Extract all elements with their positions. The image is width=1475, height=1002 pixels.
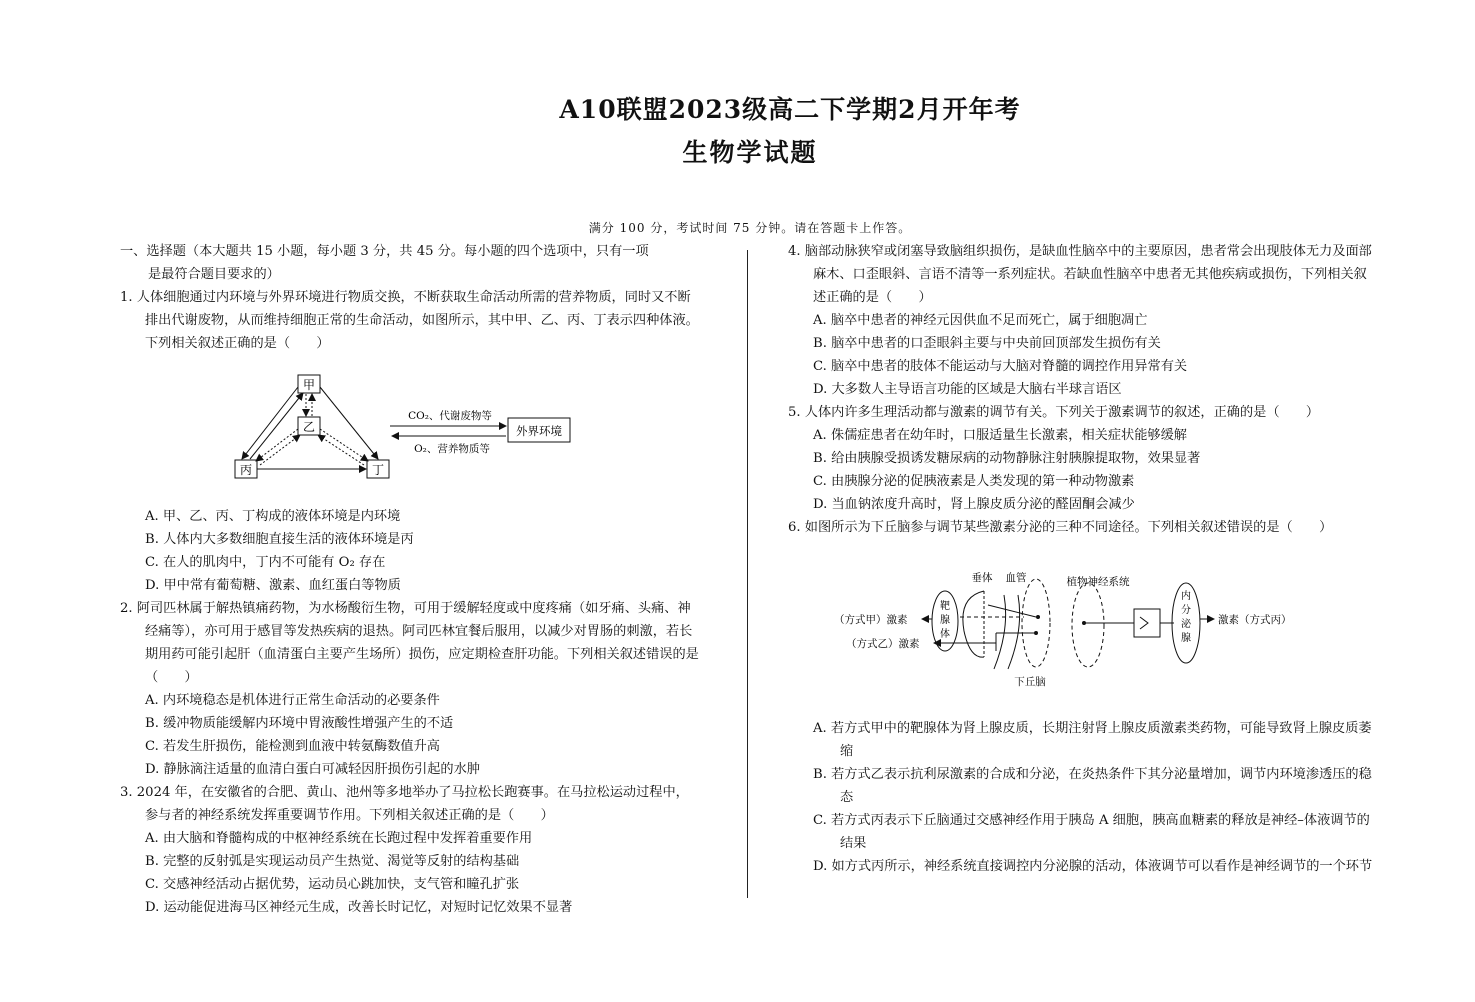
q6-option-d: D. 如方式丙所示，神经系统直接调控内分泌腺的活动，体液调节可以看作是神经调节的一个环节 — [813, 859, 1373, 874]
question-1-stem: 1. 人体细胞通过内环境与外界环境进行物质交换，不断获取生命活动所需的营养物质，同时又不断排出代谢废物，从而维持细胞正常的生命活动，如图所示，其中甲、乙、丙、丁表示四种体液。下列相关叙述正确的是（ ） — [120, 290, 699, 351]
label-in: O₂、营养物质等 — [414, 443, 490, 455]
q2-option-c: C. 若发生肝损伤，能检测到血液中转氨酶数值升高 — [145, 739, 440, 754]
label-external: 外界环境 — [516, 424, 562, 438]
q3-option-d: D. 运动能促进海马区神经元生成，改善长时记忆，对短时记忆效果不显著 — [145, 900, 573, 915]
column-divider — [747, 250, 748, 898]
q4-option-c: C. 脑卒中患者的肢体不能运动与大脑对脊髓的调控作用异常有关 — [813, 359, 1188, 374]
q5-option-d: D. 当血钠浓度升高时，肾上腺皮质分泌的醛固酮会减少 — [813, 497, 1135, 512]
label-target-gland-3: 体 — [940, 629, 950, 640]
label-endocrine-4: 腺 — [1181, 633, 1191, 644]
q3-option-a: A. 由大脑和脊髓构成的中枢神经系统在长跑过程中发挥着重要作用 — [145, 831, 533, 846]
q5-option-c: C. 由胰腺分泌的促胰液素是人类发现的第一种动物激素 — [813, 474, 1135, 489]
label-bing: 丙 — [239, 463, 253, 477]
hypothalamus-diagram — [788, 539, 1376, 717]
label-plant-nerve: 植物神经系统 — [1066, 576, 1130, 588]
question-4-stem: 4. 脑部动脉狭窄或闭塞导致脑组织损伤，是缺血性脑卒中的主要原因，患者常会出现肢体无力及面部麻木、口歪眼斜、言语不清等一系列症状。若缺血性脑卒中患者无其他疾病或损伤，下列相关叙述正确的是（ ） — [788, 244, 1372, 305]
label-ding: 丁 — [371, 463, 385, 477]
q2-option-d: D. 静脉滴注适量的血清白蛋白可减轻因肝损伤引起的水肿 — [145, 762, 480, 777]
left-column — [120, 240, 700, 919]
question-5-stem: 5. 人体内许多生理活动都与激素的调节有关。下列关于激素调节的叙述，正确的是（ ） — [788, 405, 1320, 420]
label-mode-jia: （方式甲）激素 — [834, 614, 908, 626]
label-endocrine-2: 分 — [1181, 605, 1191, 616]
section-heading: 一、选择题（本大题共 15 小题，每小题 3 分，共 45 分。每小题的四个选项中，只有一项 是最符合题目要求的） — [120, 244, 649, 282]
figure-body-fluids — [120, 355, 700, 505]
question-6-stem: 6. 如图所示为下丘脑参与调节某些激素分泌的三种不同途径。下列相关叙述错误的是（ ） — [788, 520, 1333, 535]
q1-option-a: A. 甲、乙、丙、丁构成的液体环境是内环境 — [145, 509, 401, 524]
q4-option-a: A. 脑卒中患者的神经元因供血不足而死亡，属于细胞凋亡 — [813, 313, 1148, 328]
label-endocrine-1: 内 — [1181, 591, 1191, 602]
figure-hypothalamus — [788, 539, 1376, 717]
body-fluid-diagram — [120, 355, 700, 505]
q6-option-b: B. 若方式乙表示抗利尿激素的合成和分泌，在炎热条件下其分泌量增加，调节内环境渗透压的稳态 — [813, 767, 1372, 805]
label-target-gland-1: 靶 — [940, 601, 950, 612]
q5-option-b: B. 给由胰腺受损诱发糖尿病的动物静脉注射胰腺提取物，效果显著 — [813, 451, 1201, 466]
exam-instructions: 满分 100 分，考试时间 75 分钟。请在答题卡上作答。 — [588, 221, 912, 235]
label-mode-yi: （方式乙）激素 — [846, 638, 920, 650]
label-target-gland-2: 腺 — [940, 615, 950, 626]
label-vessel: 血管 — [1005, 572, 1027, 584]
label-mode-bing: 激素（方式丙） — [1218, 614, 1292, 626]
label-pituitary: 垂体 — [971, 572, 993, 584]
q4-option-d: D. 大多数人主导语言功能的区域是大脑右半球言语区 — [813, 382, 1122, 397]
q1-option-c: C. 在人的肌肉中，丁内不可能有 O₂ 存在 — [145, 555, 386, 570]
q3-option-b: B. 完整的反射弧是实现运动员产生热觉、渴觉等反射的结构基础 — [145, 854, 520, 869]
q1-option-d: D. 甲中常有葡萄糖、激素、血红蛋白等物质 — [145, 578, 401, 593]
q4-option-b: B. 脑卒中患者的口歪眼斜主要与中央前回顶部发生损伤有关 — [813, 336, 1161, 351]
label-out: CO₂、代谢废物等 — [408, 410, 492, 422]
question-2-stem: 2. 阿司匹林属于解热镇痛药物，为水杨酸衍生物，可用于缓解轻度或中度疼痛（如牙痛、头痛、神经痛等），亦可用于感冒等发热疾病的退热。阿司匹林宜餐后服用，以减少对胃肠的刺激，若长期用药可能引起肝（血清蛋白主要产生场所）损伤，应定期检查肝功能。下列相关叙述错误的是（ ） — [120, 601, 699, 685]
q5-option-a: A. 侏儒症患者在幼年时，口服适量生长激素，相关症状能够缓解 — [813, 428, 1187, 443]
subject-title: 生物学试题 — [682, 138, 818, 167]
right-column — [788, 240, 1376, 878]
q6-option-c: C. 若方式丙表示下丘脑通过交感神经作用于胰岛 A 细胞，胰高血糖素的释放是神经–体液调节的结果 — [813, 813, 1370, 851]
label-hypothalamus: 下丘脑 — [1014, 676, 1046, 688]
label-jia: 甲 — [302, 378, 316, 392]
label-endocrine-3: 泌 — [1181, 619, 1191, 630]
q1-option-b: B. 人体内大多数细胞直接生活的液体环境是丙 — [145, 532, 414, 547]
label-yi: 乙 — [302, 420, 316, 434]
q6-option-a: A. 若方式甲中的靶腺体为肾上腺皮质，长期注射肾上腺皮质激素类药物，可能导致肾上腺皮质萎缩 — [813, 721, 1372, 759]
q3-option-c: C. 交感神经活动占据优势，运动员心跳加快，支气管和瞳孔扩张 — [145, 877, 520, 892]
q2-option-b: B. 缓冲物质能缓解内环境中胃液酸性增强产生的不适 — [145, 716, 454, 731]
question-3-stem: 3. 2024 年，在安徽省的合肥、黄山、池州等多地举办了马拉松长跑赛事。在马拉松运动过程中，参与者的神经系统发挥重要调节作用。下列相关叙述正确的是（ ） — [120, 785, 689, 823]
q2-option-a: A. 内环境稳态是机体进行正常生命活动的必要条件 — [145, 693, 440, 708]
exam-title: A10联盟2023级高二下学期2月开年考 — [559, 95, 1021, 124]
